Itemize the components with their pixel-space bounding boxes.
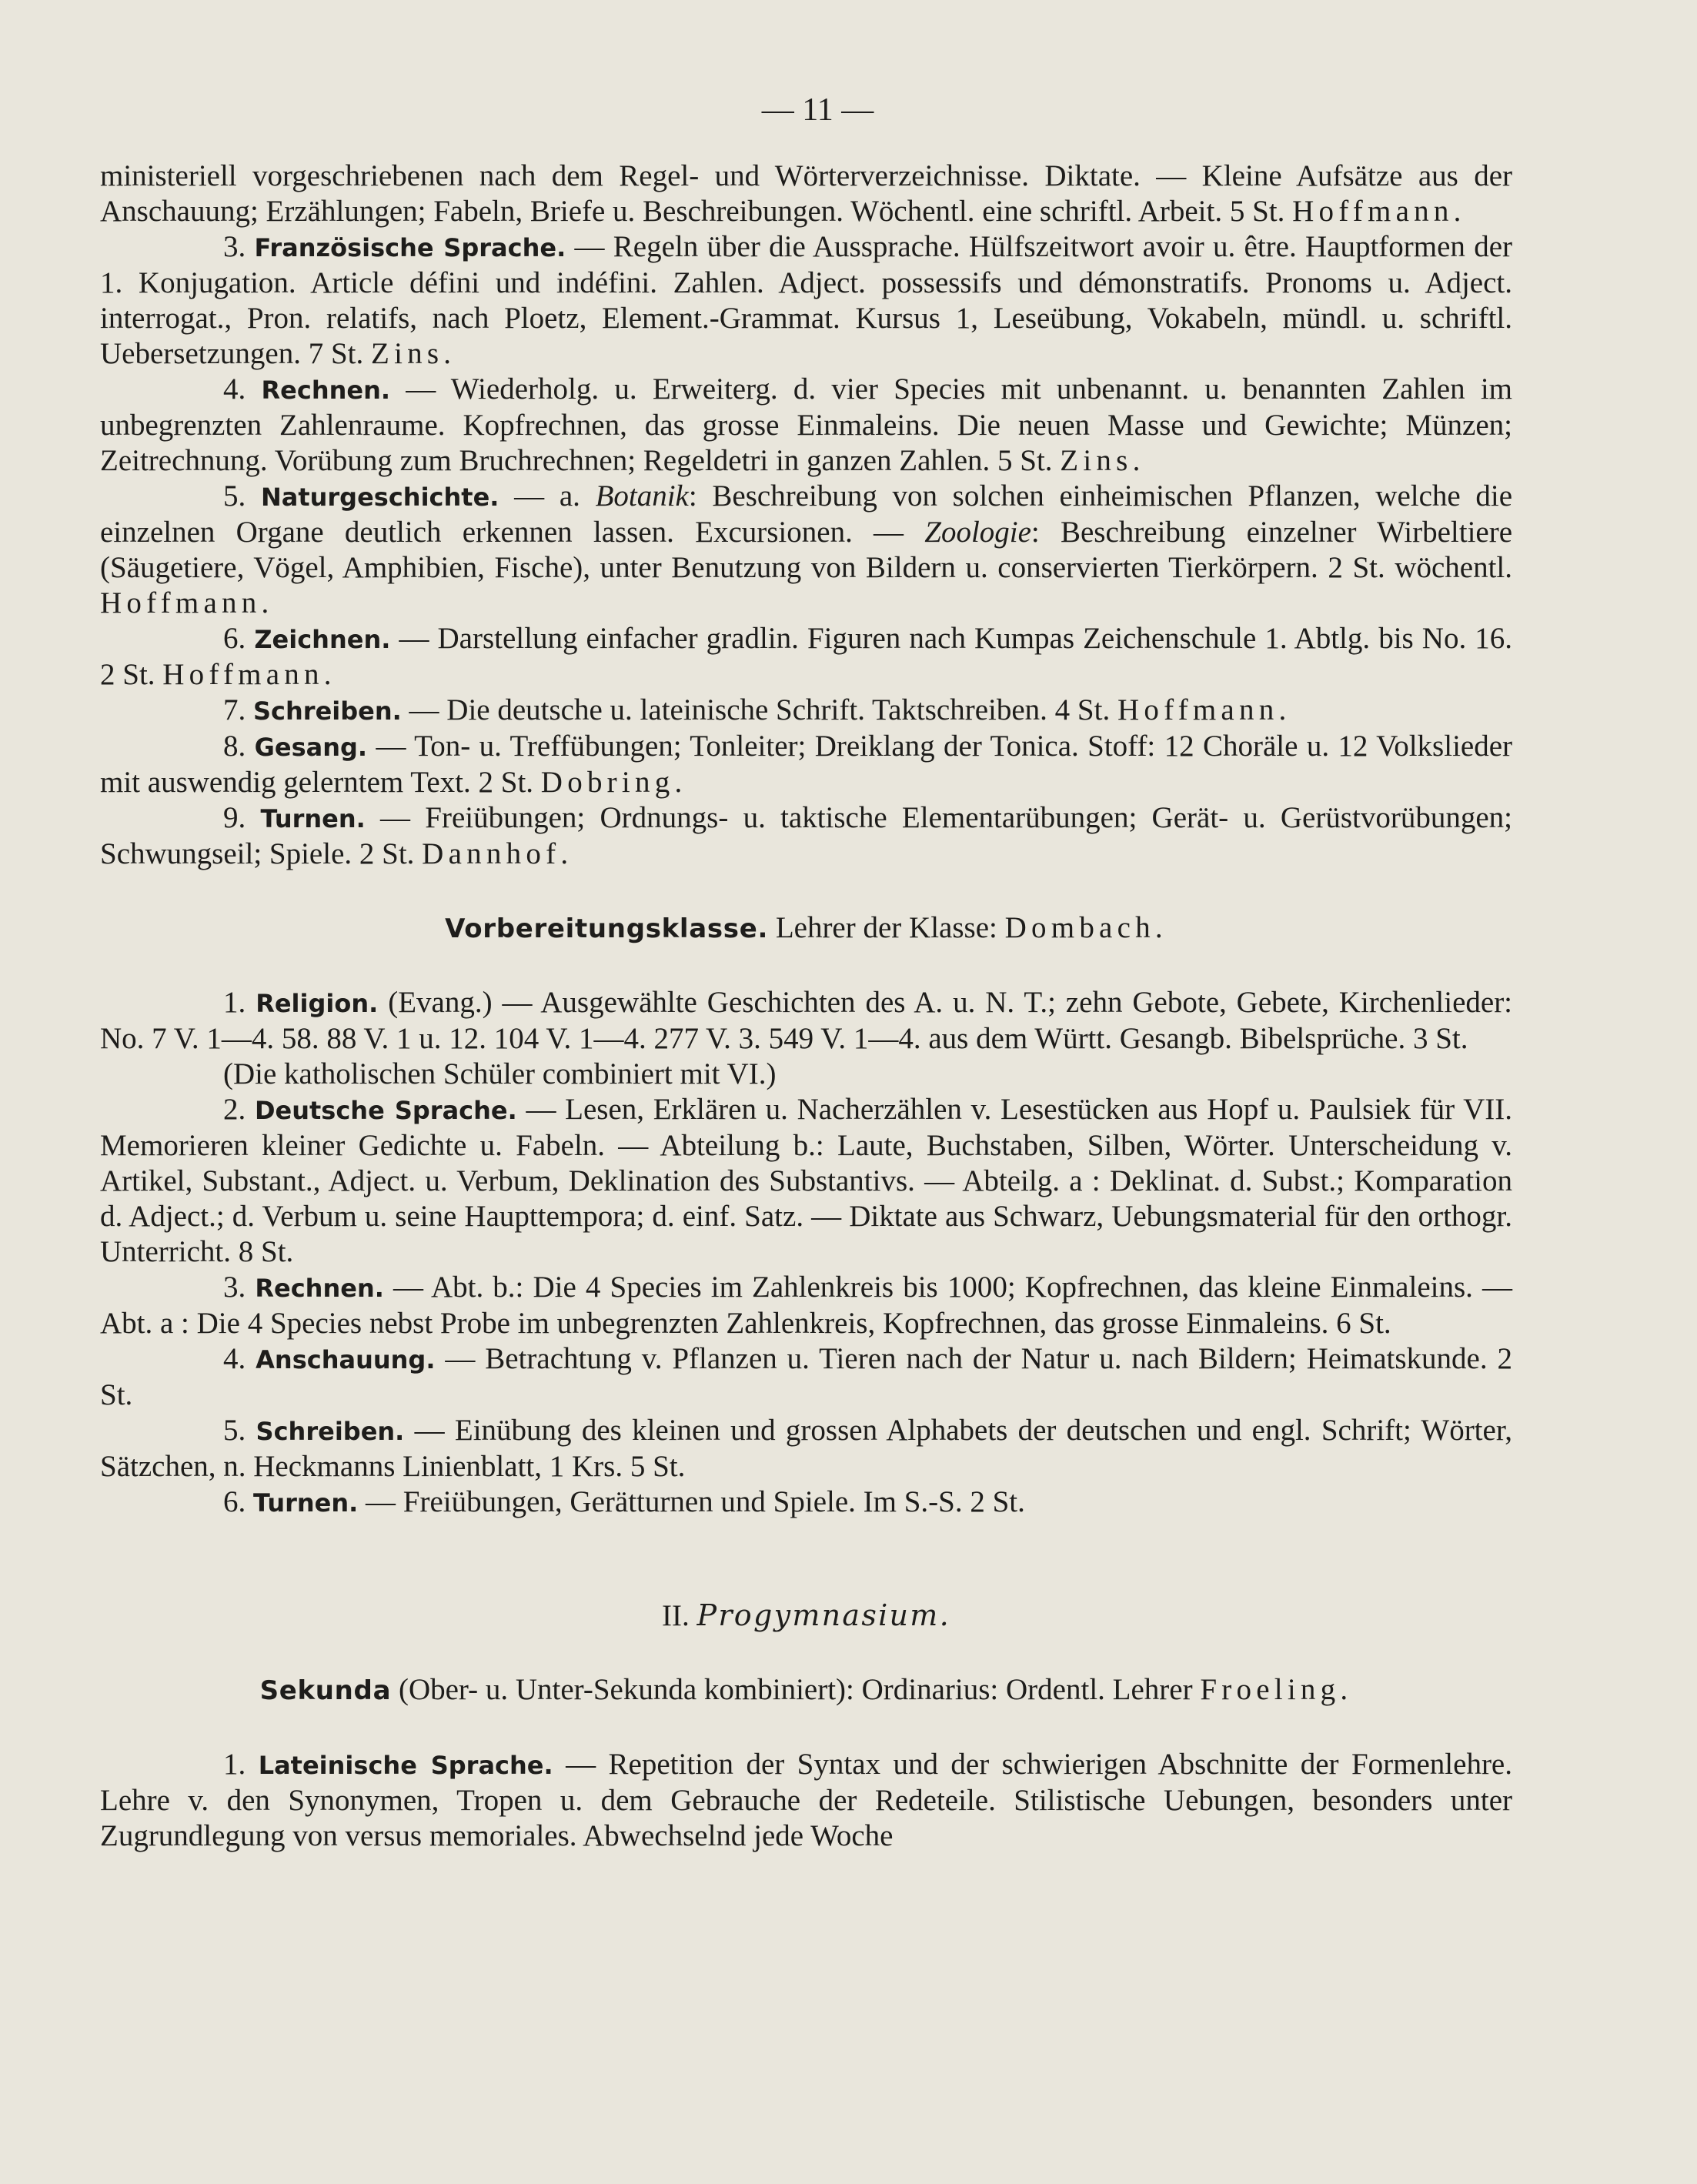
class-heading: Vorbereitungsklasse. xyxy=(445,913,769,944)
heading-text: (Ober- u. Unter-Sekunda kombiniert): Ordinarius: Ordentl. Lehrer xyxy=(398,1673,1193,1706)
subject-text: — Lesen, Erklären u. Nacherzählen v. Lesestücken aus Hopf u. Paulsiek für VII. Memorieren kleiner Gedichte u. Fabeln. — Abteilung b.: Laute, Buchstaben, Silben, Wörter. Unterscheidung v. Artikel, Substant., Adject. u. Verbum, Deklination des Substantivs. — Abteilg. a : Deklinat. d. Subst.; Komparation d. Adject.; d. Verbum u. seine Haupttempora; d. einf. Satz. — Diktate aus Schwarz, Uebungsmaterial für den orthogr. Unterricht. 8 St. xyxy=(100,1093,1513,1268)
subject-natural-history xyxy=(100,479,1512,621)
subject-heading: Schreiben. xyxy=(256,1417,405,1446)
item-number: 4. xyxy=(223,372,246,406)
paragraph-text: ministeriell vorgeschriebenen nach dem Regel- und Wörterverzeichnisse. Diktate. — Kleine Aufsätze aus der Anschauung; Erzählungen; Fabeln, Briefe u. Beschreibungen. Wöchentl. eine schriftl. Arbeit. 5 St. xyxy=(100,159,1512,228)
item-number: 3. xyxy=(223,1271,246,1304)
subject-text: — Freiübungen, Gerätturnen und Spiele. Im S.-S. 2 St. xyxy=(366,1485,1025,1518)
subject-text: — Regeln über die Aussprache. Hülfszeitwort avoir u. être. Hauptformen der 1. Konjugation. Article défini und indéfini. Zahlen. Adject. possessifs und démonstratifs. Pronoms u. Adject. interrogat., Pron. relatifs, nach Ploetz, Element.-Grammat. Kursus 1, Leseübung, Vokabeln, mündl. u. schriftl. Uebersetzungen. 7 St. xyxy=(100,230,1512,370)
subject-text: — Repetition der Syntax und der schwierigen Abschnitte der Formenlehre. Lehre v. den Synonymen, Tropen u. dem Gebrauche der Redeteile. Stilistische Uebungen, besonders unter Zugrundlegung von versus memoriales. Abwechselnd jede Woche xyxy=(100,1748,1512,1852)
subject-singing xyxy=(100,729,1512,800)
subject-heading: Zeichnen. xyxy=(254,625,391,654)
subject-text: : Beschreibung einzelner Wirbeltiere (Säugetiere, Vögel, Amphibien, Fische), unter Benutzung von Bildern u. conservierten Tierkörpern. 2 St. wöchentl. xyxy=(100,516,1513,584)
class-heading-sekunda xyxy=(100,1672,1512,1708)
subject-heading: Rechnen. xyxy=(255,1274,384,1303)
subject-text: — Darstellung einfacher gradlin. Figuren nach Kumpas Zeichenschule 1. Abtlg. bis No. 16. 2 St. xyxy=(100,622,1513,691)
subject-arithmetic xyxy=(100,1270,1512,1341)
subject-text: — Abt. b.: Die 4 Species im Zahlenkreis bis 1000; Kopfrechnen, das kleine Einmaleins. — Abt. a : Die 4 Species nebst Probe im unbegrenzten Zahlenkreis, Kopfrechnen, das grosse Einmaleins. 6 St. xyxy=(100,1271,1513,1340)
subject-heading: Rechnen. xyxy=(261,376,391,405)
subject-heading: Turnen. xyxy=(253,1488,359,1518)
subject-arithmetic xyxy=(100,372,1512,479)
subject-german xyxy=(100,1092,1512,1270)
teacher-name: Zins. xyxy=(371,337,456,370)
subject-religion xyxy=(100,985,1512,1057)
section-number: II. xyxy=(662,1599,690,1632)
item-number: 5. xyxy=(223,479,246,513)
subject-text: — Betrachtung v. Pflanzen u. Tieren nach der Natur u. nach Bildern; Heimatskunde. 2 St. xyxy=(100,1342,1513,1411)
subject-heading: Anschauung. xyxy=(256,1345,436,1374)
page-number: — 11 — xyxy=(761,92,874,128)
religion-note: (Die katholischen Schüler combiniert mit VI.) xyxy=(223,1057,777,1090)
spacer xyxy=(100,1521,1512,1598)
item-number: 6. xyxy=(223,622,246,655)
item-number: 8. xyxy=(223,730,246,763)
teacher-name: Dannhof. xyxy=(422,837,573,870)
subject-gymnastics xyxy=(100,800,1512,872)
subject-heading: Deutsche Sprache. xyxy=(254,1096,517,1125)
subject-text: (Evang.) — Ausgewählte Geschichten des A. u. N. T.; zehn Gebote, Gebete, Kirchenlieder: No. 7 V. 1—4. 58. 88 V. 1 u. 12. 104 V. 1—4. 277 V. 3. 549 V. 1—4. aus dem Württ. Gesangb. Bibelsprüche. 3 St. xyxy=(100,986,1513,1055)
spacer xyxy=(100,872,1512,910)
teacher-name: Froeling. xyxy=(1200,1673,1353,1706)
item-number: 4. xyxy=(223,1342,246,1375)
subject-french xyxy=(100,229,1512,372)
teacher-name: Dobring. xyxy=(540,766,687,799)
subject-heading: Lateinische Sprache. xyxy=(258,1751,553,1780)
item-number: 9. xyxy=(223,801,246,834)
teacher-name: Hoffmann. xyxy=(100,586,274,619)
subject-heading: Schreiben. xyxy=(253,696,402,726)
spacer xyxy=(100,947,1512,985)
teacher-name: Hoffmann. xyxy=(162,658,336,691)
subject-text: — a. xyxy=(514,479,580,513)
teacher-name: Hoffmann. xyxy=(1117,693,1291,726)
subject-latin xyxy=(100,1747,1512,1854)
subject-heading: Französische Sprache. xyxy=(254,233,566,262)
subject-text: : Beschreibung von solchen einheimischen Pflanzen, welche die einzelnen Organe deutlich erkennen lassen. Excursionen. — xyxy=(100,479,1513,549)
section-title: Progymnasium. xyxy=(697,1598,950,1632)
paragraph-continuation xyxy=(100,159,1512,229)
item-number: 3. xyxy=(223,230,246,263)
subject-drawing xyxy=(100,621,1512,693)
subject-heading: Gesang. xyxy=(254,733,368,762)
subject-writing xyxy=(100,1413,1512,1484)
subject-observation xyxy=(100,1341,1512,1413)
subject-heading: Naturgeschichte. xyxy=(260,483,499,512)
subject-text: — Ton- u. Treffübungen; Tonleiter; Dreiklang der Tonica. Stoff: 12 Choräle u. 12 Volkslieder mit auswendig gelerntem Text. 2 St. xyxy=(100,730,1513,799)
item-number: 6. xyxy=(223,1485,246,1518)
teacher-name: Hoffmann. xyxy=(1292,195,1466,228)
subject-text: — Wiederholg. u. Erweiterg. d. vier Species mit unbenannt. u. benannten Zahlen im unbegrenzten Zahlenraume. Kopfrechnen, das grosse Einmaleins. Die neuen Masse und Gewichte; Münzen; Zeitrechnung. Vorübung zum Bruchrechnen; Regeldetri in ganzen Zahlen. 5 St. xyxy=(100,372,1512,477)
item-number: 2. xyxy=(223,1093,246,1126)
item-number: 7. xyxy=(223,693,246,726)
item-number: 5. xyxy=(223,1414,246,1447)
item-number: 1. xyxy=(223,1748,246,1781)
section-title-progymnasium xyxy=(100,1598,1512,1634)
item-number: 1. xyxy=(223,986,246,1019)
heading-text: Lehrer der Klasse: xyxy=(775,911,997,944)
subject-heading: Turnen. xyxy=(260,804,366,833)
zoology-label: Zoologie xyxy=(924,516,1031,549)
subject-gymnastics xyxy=(100,1484,1512,1521)
subject-heading: Religion. xyxy=(256,989,379,1018)
spacer xyxy=(100,1634,1512,1672)
teacher-name: Dombach. xyxy=(1004,911,1168,944)
subject-text: — Die deutsche u. lateinische Schrift. Taktschreiben. 4 St. xyxy=(409,693,1111,726)
subject-writing xyxy=(100,693,1512,729)
subject-text: — Einübung des kleinen und grossen Alphabets der deutschen und engl. Schrift; Wörter, Sätzchen, n. Heckmanns Linienblatt, 1 Krs. 5 St. xyxy=(100,1414,1513,1483)
botany-label: Botanik xyxy=(595,479,689,513)
class-heading: Sekunda xyxy=(259,1675,392,1706)
teacher-name: Zins. xyxy=(1060,444,1145,477)
subject-text: — Freiübungen; Ordnungs- u. taktische Elementarübungen; Gerät- u. Gerüstvorübungen; Schwungseil; Spiele. 2 St. xyxy=(100,801,1513,870)
section-heading-preparatory xyxy=(100,910,1512,947)
spacer xyxy=(100,1708,1512,1747)
